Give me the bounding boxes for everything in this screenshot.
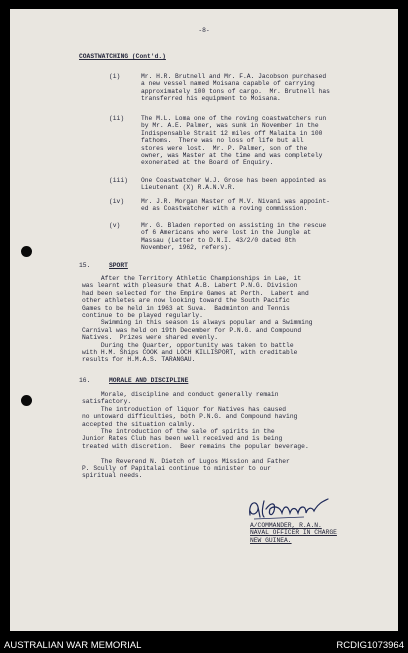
item-number: (i): [109, 73, 121, 80]
signature-rank: A/COMMANDER, R.A.N.: [250, 522, 322, 529]
punch-hole: [21, 246, 32, 257]
item-number: (iv): [109, 198, 125, 205]
sport-paragraph: After the Territory Athletic Championships in Lae, it was learnt with pleasure that A.B. Labert P.N.G. Division had been selected for the Empire Games at Perth. Labert and other athletes are now looking toward the South Pacific Games to be held in 1963 at Suva. Badminton and Tennis continue to be played regularly. Swimming in this season is always popular and a Swimming Carnival was held on 19th December for P.N.G. and Compound Natives. Prizes were shared evenly. During the Quarter, opportunity was taken to battle with H.M. Ships COOK and LOCH KILLISPORT, with creditable results for H.M.A.S. TARANGAU.: [82, 275, 313, 364]
coastwatching-item: Mr. H.R. Brutnell and Mr. F.A. Jacobson purchased a new vessel named Moisana capable of carrying approximately 100 tons of cargo. Mr. Brutnell has transferred his equipment to Moisana.: [141, 73, 330, 103]
signature-location: NEW GUINEA.: [250, 536, 292, 544]
signature-image: [244, 493, 334, 523]
item-number: (ii): [109, 115, 125, 122]
coastwatching-heading: COASTWATCHING (Cont'd.): [79, 53, 166, 60]
morale-paragraph: Morale, discipline and conduct generally remain satisfactory. The introduction of liquor for Natives has caused no untoward difficulties, both P.N.G. and Compound having accepted the situation calmly. The introduction of the sale of spirits in the Junior Rates Club has been well received and is being treated with discretion. Beer remains the popular beverage. The Reverend N. Dietch of Lugos Mission and Father P. Scully of Papitalai continue to minister to our spiritual needs.: [82, 391, 309, 480]
document-page: [10, 9, 398, 631]
signature-title: [250, 522, 337, 544]
archive-name: AUSTRALIAN WAR MEMORIAL: [4, 639, 142, 651]
signature-office: NAVAL OFFICER IN CHARGE: [250, 529, 337, 537]
morale-number: 16.: [79, 377, 91, 384]
sport-number: 15.: [79, 262, 91, 269]
item-number: (v): [109, 222, 121, 229]
coastwatching-item: Mr. G. Bladen reported on assisting in the rescue of 6 Americans who were lost in the Jungle at Massau (Letter to D.N.I. 43/2/0 dated 8th November, 1962, refers).: [141, 222, 327, 252]
archive-footer: [0, 637, 408, 653]
coastwatching-item: Mr. J.R. Morgan Master of M.V. Nivani was appoint- ed as Coastwatcher with a roving commission.: [141, 198, 330, 213]
coastwatching-item: The M.L. Loma one of the roving coastwatchers run by Mr. A.E. Palmer, was sunk in November in the Indispensable Strait 12 miles off Malaita in 100 fathoms. There was no loss of life but all stores were lost. Mr. P. Palmer, son of the owner, was Master at the time and was completely exonerated at the Board of Enquiry.: [141, 115, 327, 167]
archive-id: RCDIG1073964: [336, 639, 404, 651]
sport-heading: SPORT: [109, 262, 128, 269]
page-number: -8-: [198, 27, 210, 34]
coastwatching-item: One Coastwatcher W.J. Grose has been appointed as Lieutenant (X) R.A.N.V.R.: [141, 177, 327, 192]
morale-heading: MORALE AND DISCIPLINE: [109, 377, 189, 384]
item-number: (iii): [109, 177, 128, 184]
punch-hole: [21, 395, 32, 406]
